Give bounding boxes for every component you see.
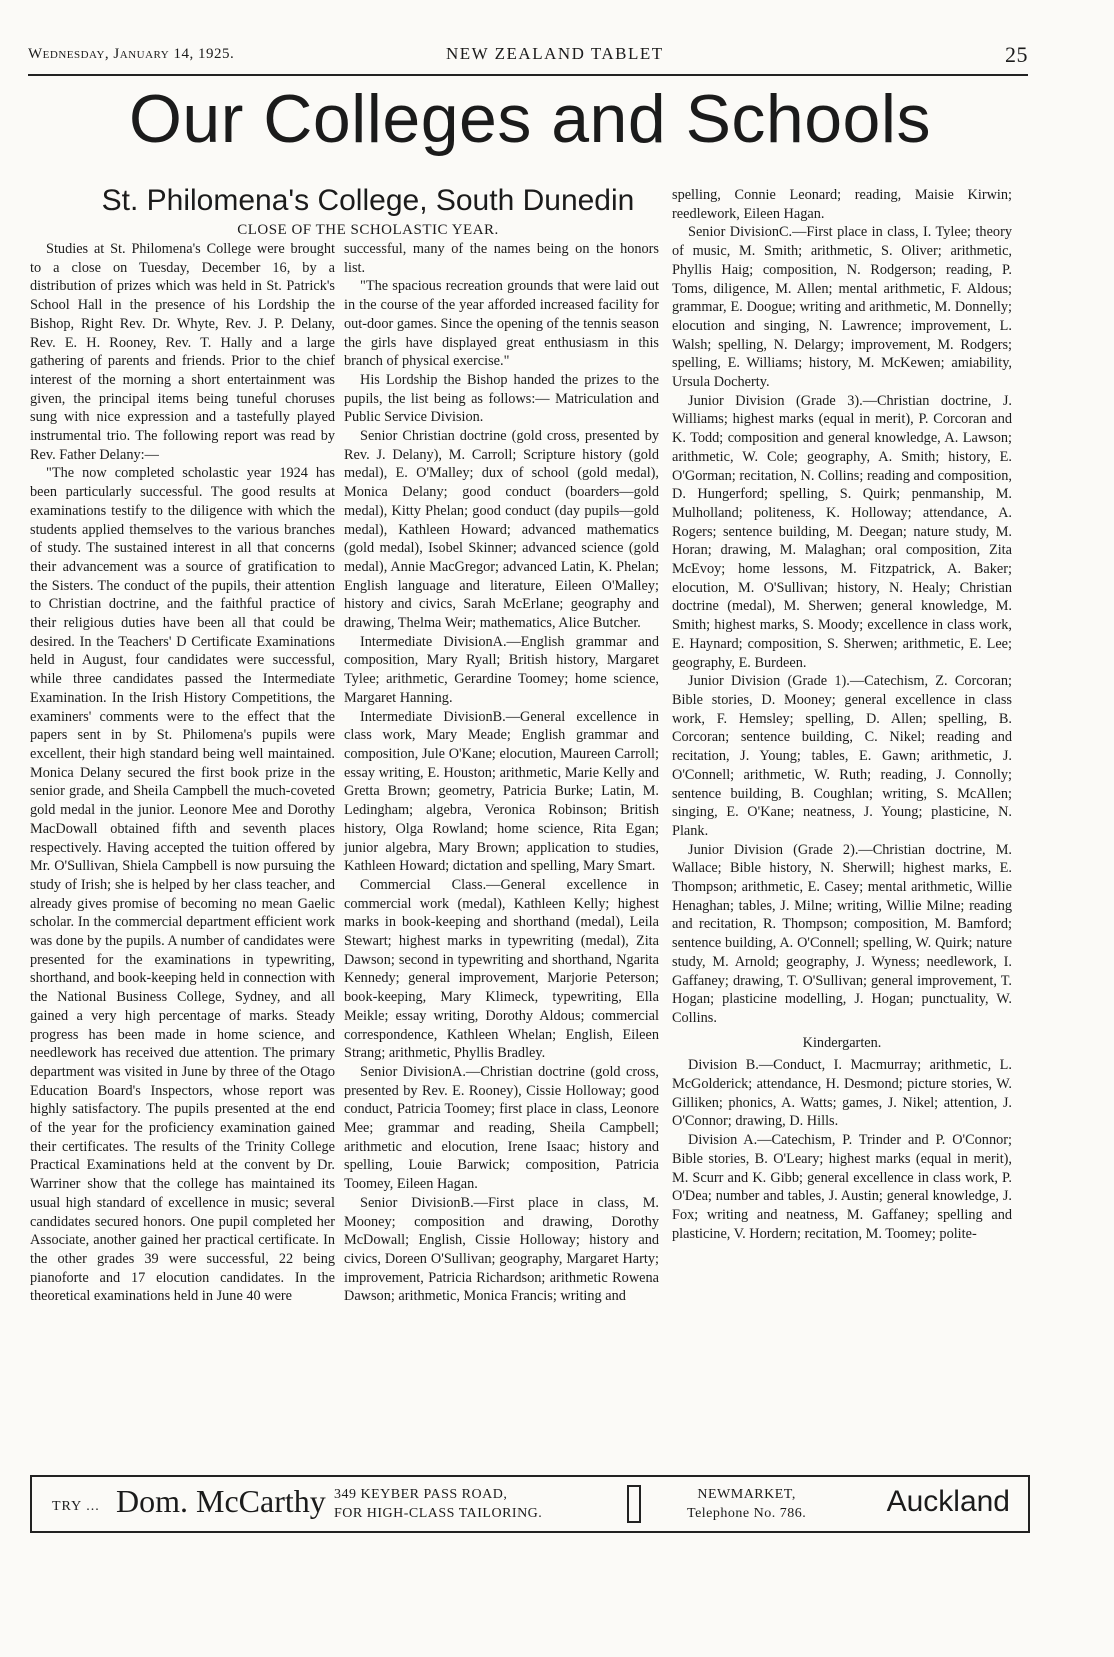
- paragraph: Senior DivisionB.—First place in class, M. Mooney; composition and drawing, Dorothy McDowall; English, Cissie Holloway; history and civics, Doreen O'Sullivan; geography, Margaret Harty; improvement, Patricia Richardson; arithmetic Rowena Dawson; arithmetic, Monica Francis; writing and: [344, 1194, 659, 1305]
- article-column-1: [30, 240, 335, 1306]
- page-header: [28, 42, 1028, 72]
- paragraph: successful, many of the names being on the honors list.: [344, 241, 659, 276]
- advert-address-line-1: 349 KEYBER PASS ROAD,: [334, 1487, 508, 1502]
- page-number: 25: [1005, 42, 1028, 67]
- publication-title: NEW ZEALAND TABLET: [446, 44, 664, 63]
- article-subtitle: CLOSE OF THE SCHOLASTIC YEAR.: [237, 222, 499, 238]
- advert-address-line-2: FOR HIGH-CLASS TAILORING.: [334, 1506, 543, 1521]
- paragraph: "The spacious recreation grounds that were laid out in the course of the year afforded increased facility for out-door games. Since the opening of the tennis season the girls have displayed great enthusiasm in this branch of physical exercise.": [344, 278, 659, 370]
- paragraph: Division A.—Catechism, P. Trinder and P. O'Connor; Bible stories, B. O'Leary; highest marks (equal in merit), M. Scurr and K. Gibb; general excellence in class work, P. O'Dea; number and tables, J. Austin; general knowledge, J. Fox; writing and neatness, M. Gaffaney; spelling and plasticine, V. Hordern; recitation, M. Toomey; polite-: [672, 1132, 1012, 1242]
- paragraph: spelling, Connie Leonard; reading, Maisie Kirwin; reedlework, Eileen Hagan.: [672, 187, 1012, 222]
- paragraph: Senior DivisionC.—First place in class, I. Tylee; theory of music, M. Smith; arithmetic, S. Oliver; arithmetic, Phyllis Haig; composition, N. Rodgerson; reading, P. Toms, diligence, M. Allen; mental arithmetic, F. Aldous; grammar, E. Doogue; writing and arithmetic, M. Donnelly; elocution and singing, N. Lawrence; improvement, L. Walsh; spelling, N. Delargy; improvement, M. Rodgers; spelling, E. Williams; history, M. McKewen; amiability, Ursula Docherty.: [672, 224, 1012, 391]
- advert-name: Dom. McCarthy: [116, 1483, 326, 1519]
- kindergarten-heading: Kindergarten.: [802, 1034, 882, 1051]
- paragraph: Intermediate DivisionB.—General excellence in class work, Mary Meade; English grammar and composition, Jule O'Kane; elocution, Maureen Carroll; essay writing, E. Houston; arithmetic, Marie Kelly and Gretta Brown; geometry, Patricia Burke; Latin, M. Ledingham; algebra, Veronica Robinson; British history, Olga Rowland; home science, Rita Egan; junior algebra, Mary Brown; application to studies, Kathleen Howard; dictation and spelling, Mary Smart.: [344, 708, 659, 875]
- issue-date: Wednesday, January 14, 1925.: [28, 46, 235, 62]
- advert-address: [334, 1485, 542, 1523]
- advert-try: TRY ...: [52, 1499, 100, 1514]
- advert-city: Auckland: [886, 1485, 1010, 1518]
- paragraph: "The now completed scholastic year 1924 has been particularly successful. The good results at examinations testify to the diligence with which the students applied themselves to the various branches of study. The sustained interest in all that concerns their advancement was a source of gratification to the Sisters. The conduct of the pupils, their attention to Christian doctrine, and the faithful practice of their religious duties have been all that could be desired. In the Teachers' D Certificate Examinations held in August, four candidates were successful, while three candidates passed the Intermediate Examination. In the Irish History Competitions, the examiners' comments were to the effect that the papers sent in by St. Philomena's pupils were excellent, their high standard being well maintained. Monica Delany secured the first book prize in the senior grade, and Sheila Campbell the much-coveted gold medal in the junior. Leonore Mee and Dorothy MacDowall obtained fifth and seventh places respectively. Having accepted the tuition offered by Mr. O'Sullivan, Shiela Campbell is now pursuing the study of Irish; she is helped by her class teacher, and already gives promise of becoming no mean Gaelic scholar. In the commercial department efficient work was done by the pupils. A number of candidates were presented for the examinations in typewriting, shorthand, and book-keeping held in connection with the National Business College, Sydney, and all gained a very high percentage of marks. Steady progress has been made in home science, and needlework has received due attention. The primary department was visited in June by three of the Otago Education Board's Inspectors, whose report was highly satisfactory. The pupils presented at the end of the year for the proficiency examination gained their certificates. The results of the Trinity College Practical Examinations held at the convent by Dr. Warriner show that the college has maintained its usual high standard of excellence in music; several candidates secured honors. One pupil completed her Associate, another gained her practical certificate. In the other grades 39 were successful, 22 being pianoforte and 17 elocution candidates. In the theoretical examinations held in June 40 were: [30, 465, 335, 1305]
- paragraph: Junior Division (Grade 1).—Catechism, Z. Corcoran; Bible stories, D. Mooney; general excellence in class work, F. Hemsley; spelling, D. Allen; spelling, B. Corcoran; sentence building, C. Nikel; reading and recitation, J. Young; tables, E. Gawn; arithmetic, J. O'Connell; arithmetic, W. Ruth; reading, J. Connolly; sentence building, B. Coughlan; writing, S. McAllen; singing, E. O'Kane; neatness, J. Young; plasticine, N. Plank.: [672, 673, 1012, 839]
- paragraph: Junior Division (Grade 3).—Christian doctrine, J. Williams; highest marks (equal in merit), P. Corcoran and K. Todd; composition and general knowledge, A. Lawson; arithmetic, W. Cole; geography, A. Smith; history, E. O'Gorman; recitation, N. Collins; reading and composition, D. Hungerford; spelling, S. Quirk; penmanship, M. Mulholland; politeness, K. Holloway; attendance, A. Rogers; sentence building, M. Deegan; nature study, M. Horan; drawing, M. Malaghan; oral composition, Zita McEvoy; home lessons, M. Fitzpatrick, A. Baker; elocution, M. O'Sullivan; history, N. Healy; Christian doctrine (medal), M. Sherwen; general knowledge, M. Smith; highest marks, S. Moody; excellence in class work, E. Haynard; composition, S. Sherwen; arithmetic, E. Lee; geography, E. Burdeen.: [672, 392, 1012, 671]
- paragraph: Intermediate DivisionA.—English grammar and composition, Mary Ryall; British history, Margaret Tylee; arithmetic, Gerardine Toomey; home science, Margaret Hanning.: [344, 633, 659, 706]
- advert-divider-box: [627, 1485, 641, 1523]
- paragraph: Senior Christian doctrine (gold cross, presented by Rev. J. Delany), M. Carroll; Scripture history (gold medal), E. O'Malley; dux of school (gold medal), Monica Delany; good conduct (boarders—gold medal), Kitty Phelan; good conduct (day pupils—gold medal), Kathleen Howard; advanced mathematics (gold medal), Isobel Skinner; advanced science (gold medal), Annie MacGregor; advanced Latin, K. Phelan; English language and literature, Eileen O'Malley; history and civics, Sarah McErlane; geography and drawing, Thelma Weir; mathematics, Alice Butcher.: [344, 428, 659, 632]
- advert-location: [687, 1485, 806, 1523]
- advert-telephone: Telephone No. 786.: [687, 1506, 807, 1521]
- paragraph: Commercial Class.—General excellence in commercial work (medal), Kathleen Kelly; highest marks in book-keeping and shorthand (medal), Leila Stewart; highest marks in typewriting (medal), Zita Dawson; second in typewriting and shorthand, Ngarita Kennedy; general improvement, Marjorie Peterson; book-keeping, Mary Klimeck, typewriting, Ella Meikle; essay writing, Dorothy Aldous; commercial correspondence, Kathleen Whelan; English, Eileen Strang; arithmetic, Phyllis Bradley.: [344, 876, 659, 1062]
- paragraph: His Lordship the Bishop handed the prizes to the pupils, the list being as follows:— Matriculation and Public Service Division.: [344, 371, 659, 426]
- header-rule: [28, 74, 1028, 76]
- article-title: St. Philomena's College, South Dunedin: [101, 184, 635, 217]
- paragraph: Studies at St. Philomena's College were brought to a close on Tuesday, December 16, by a distribution of prizes which was held in St. Patrick's School Hall in the presence of his Lordship the Bishop, Right Rev. Dr. Whyte, Rev. J. P. Delany, Rev. E. H. Rooney, Rev. T. Hally and a large gathering of parents and friends. Prior to the chief interest of the morning a short entertainment was given, the principal items being tuneful choruses sung with nice expression and a tastefully played instrumental trio. The following report was read by Rev. Father Delany:—: [30, 241, 335, 463]
- section-headline: Our Colleges and Schools: [128, 81, 931, 157]
- article-column-3: [672, 186, 1012, 1243]
- paragraph: Junior Division (Grade 2).—Christian doctrine, M. Wallace; Bible history, N. Sherwill; highest marks, E. Thompson; arithmetic, E. Casey; mental arithmetic, Willie Henaghan; tables, J. Milne; writing, Willie Milne; reading and recitation, R. Thompson; composition, M. Bamford; sentence building, A. O'Connell; spelling, W. Quirk; nature study, M. Arnold; geography, J. Wyness; needlework, I. Gaffaney; drawing, T. O'Sullivan; general improvement, T. Hogan; plasticine modelling, J. Hogan; punctuality, W. Collins.: [672, 841, 1012, 1026]
- paragraph: Senior DivisionA.—Christian doctrine (gold cross, presented by Rev. E. Rooney), Cissie Holloway; good conduct, Patricia Toomey; first place in class, Leonore Mee; grammar and reading, Sheila Campbell; arithmetic and elocution, Irene Isaac; history and spelling, Louie Barwick; composition, Patricia Toomey, Eileen Hagan.: [344, 1063, 659, 1193]
- article-column-2: [344, 240, 659, 1306]
- advertisement: [30, 1475, 1030, 1533]
- advert-suburb: NEWMARKET,: [697, 1487, 796, 1502]
- paragraph: Division B.—Conduct, I. Macmurray; arithmetic, L. McGolderick; attendance, H. Desmond; picture stories, W. Gilliken; phonics, A. Watts; games, J. Nikel; attention, J. O'Connor; drawing, D. Hills.: [672, 1057, 1012, 1130]
